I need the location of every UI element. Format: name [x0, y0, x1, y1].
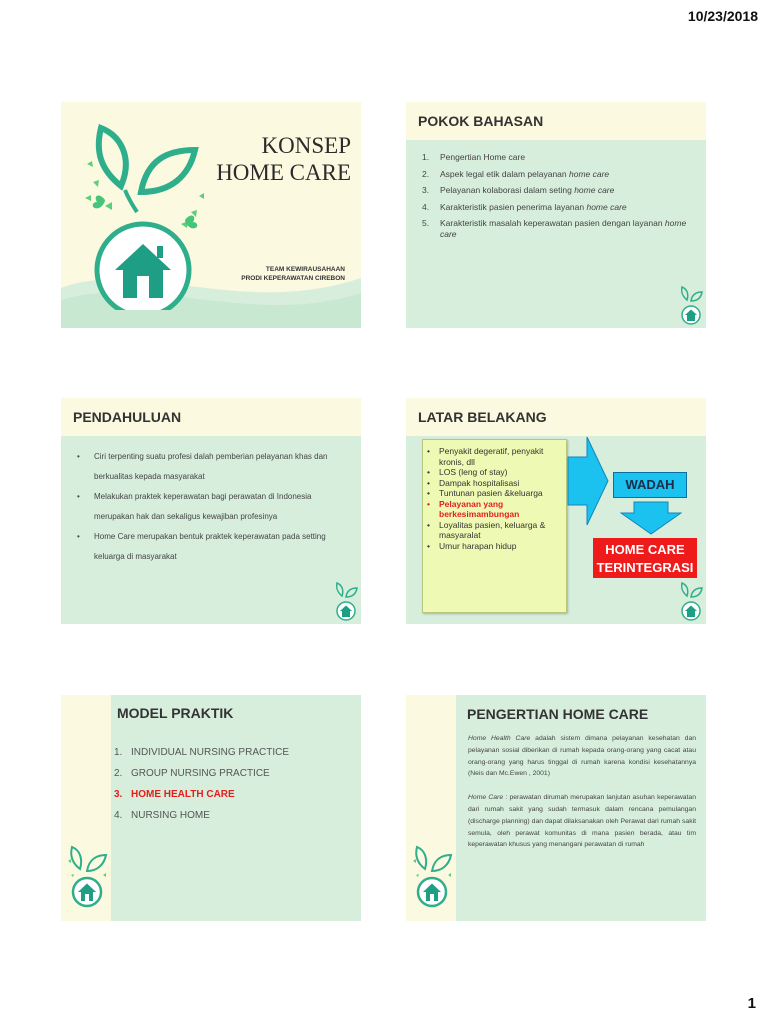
- page-number: 1: [747, 995, 756, 1012]
- bullet-list: [427, 446, 563, 551]
- list-item: • Loyalitas pasien, keluarga & masyaralat: [427, 519, 546, 540]
- arrow-right-icon: [567, 435, 609, 527]
- background-factors-box: [422, 439, 567, 613]
- list-item: 2. Aspek legal etik dalam pelayanan home care: [422, 168, 610, 179]
- list-item: 2. GROUP NURSING PRACTICE: [114, 768, 270, 779]
- team-credit: TEAM KEWIRAUSAHAAN PRODI KEPERAWATAN CIREBON: [241, 266, 345, 282]
- list-item: • Penyakit degeratif, penyakit kronis, dll: [427, 446, 544, 467]
- slide-title: KONSEP HOME CARE: [216, 133, 351, 185]
- list-item: • LOS (leng of stay): [427, 467, 508, 477]
- home-care-logo-icon: [410, 845, 454, 909]
- list-item-highlight: • Pelayanan yang berkesimambungan: [427, 498, 520, 519]
- list-item-highlight: 3. HOME HEALTH CARE: [114, 789, 235, 800]
- print-date: 10/23/2018: [687, 8, 758, 24]
- definition-paragraph: Home Health Care adalah sistem dimana pelayanan kesehatan dan pelayanan sosial diberikan di rumah kepada orang-orang yang cacat atau orang-orang yang harus tinggal di rumah karena kondisi kesehatannya (Neis dan Mc.Ewen , 2001): [468, 735, 697, 778]
- slide-konsep-home-care: [61, 102, 361, 328]
- list-item: 4. NURSING HOME: [114, 810, 210, 821]
- list-item: • Home Care merupakan bentuk praktek keperawatan pada setting keluarga di masyarakat: [77, 532, 326, 561]
- slide-pokok-bahasan: [406, 102, 706, 328]
- slide-title: POKOK BAHASAN: [418, 113, 544, 129]
- slide-header: [61, 398, 361, 436]
- home-care-mini-logo-icon: [678, 582, 704, 622]
- home-care-mini-logo-icon: [678, 286, 704, 326]
- practice-model-list: [114, 742, 289, 826]
- slide-pendahuluan: [61, 398, 361, 624]
- slide-title: MODEL PRAKTIK: [117, 705, 234, 721]
- list-item: 3. Pelayanan kolaborasi dalam seting home care: [422, 185, 615, 195]
- slide-title: PENGERTIAN HOME CARE: [467, 706, 649, 722]
- slide-latar-belakang: [406, 398, 706, 624]
- bullet-list: [77, 447, 349, 567]
- list-item: • Umur harapan hidup: [427, 540, 517, 551]
- arrow-down-icon: [620, 501, 682, 535]
- list-item: • Ciri terpenting suatu profesi dalah pemberian pelayanan khas dan berkualitas kepada masyarakat: [77, 452, 328, 481]
- slide-pengertian-home-care: [406, 695, 706, 921]
- slide-header: [406, 102, 706, 140]
- definition-paragraph: Home Care : perawatan dirumah merupakan lanjutan asuhan keperawatan dari rumah sakit yang sudah termasuk dalam rencana pemulangan (discharge planning) dan dapat dilaksanakan oleh Perawat dari rumah sakit semula, oleh perawat komunitas di mana pasien berada, atau tim keperawatan khusus yang menangani perawatan di rumah: [468, 794, 696, 849]
- list-item: 1. INDIVIDUAL NURSING PRACTICE: [114, 747, 289, 758]
- slide-title: PENDAHULUAN: [73, 409, 182, 425]
- slide-title: LATAR BELAKANG: [418, 409, 547, 425]
- home-care-integrated-label: HOME CARE TERINTEGRASI: [593, 538, 697, 578]
- definition-text: [468, 733, 696, 863]
- list-item: 5. Karakteristik masalah keperawatan pasien dengan layanan home care: [422, 218, 687, 239]
- topic-list: [422, 152, 692, 246]
- list-item: 1. Pengertian Home care: [422, 152, 526, 162]
- wadah-label: WADAH: [613, 472, 687, 498]
- slide-header: [406, 398, 706, 436]
- home-care-logo-icon: [65, 845, 109, 909]
- list-item: 4. Karakteristik pasien penerima layanan home care: [422, 201, 627, 212]
- slide-model-praktik: [61, 695, 361, 921]
- list-item: • Dampak hospitalisasi: [427, 477, 520, 488]
- home-care-logo-icon: [81, 120, 211, 310]
- list-item: • Tuntunan pasien &keluarga: [427, 488, 543, 498]
- list-item: • Melakukan praktek keperawatan bagi perawatan di Indonesia merupakan hak dan sekaligus kewajiban profesinya: [77, 492, 312, 521]
- home-care-mini-logo-icon: [333, 582, 359, 622]
